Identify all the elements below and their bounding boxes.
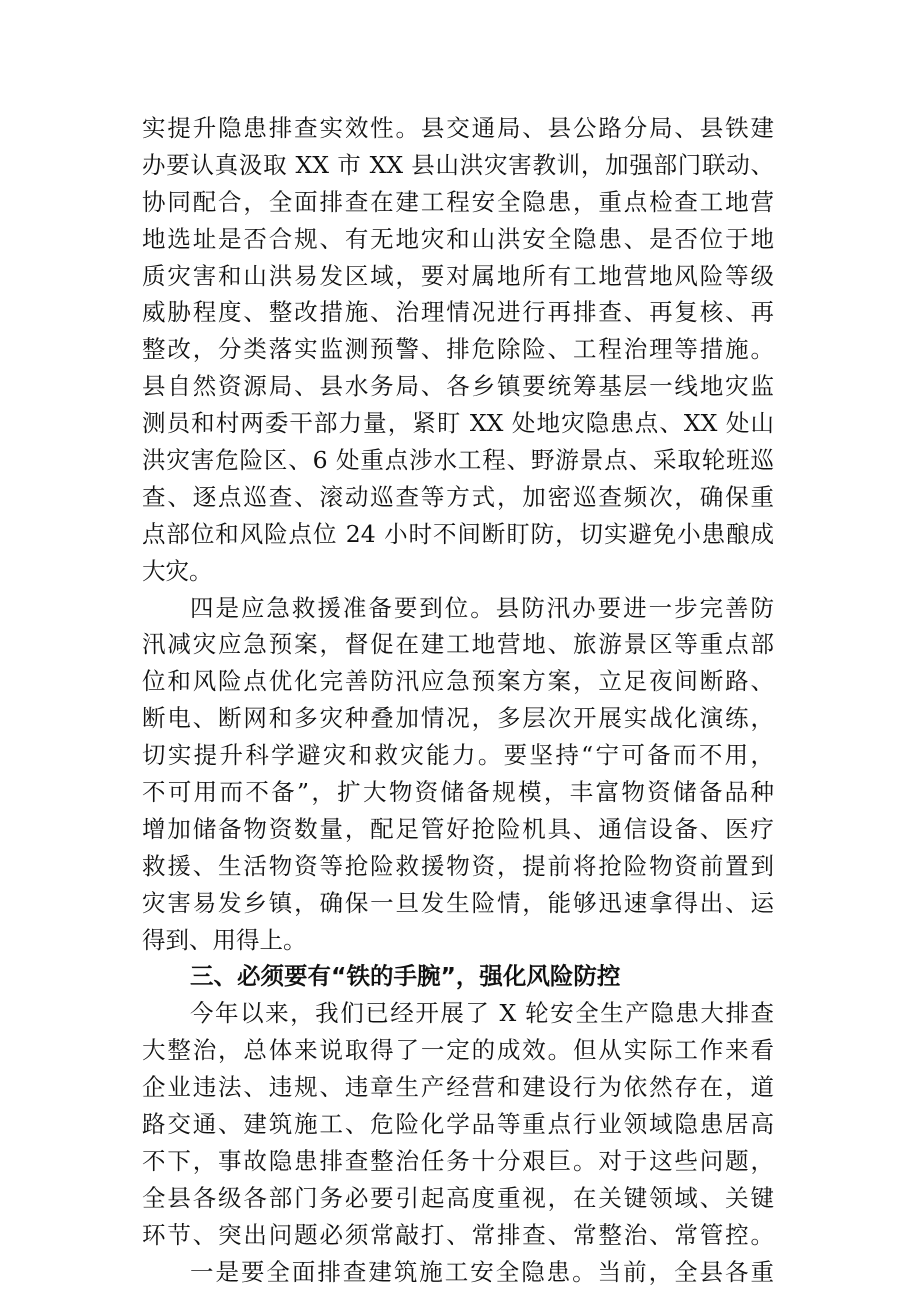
paragraph-start-line: 今年以来，我们已经开展了 X 轮安全生产隐患大排查 [190,999,774,1028]
text-line: 全县各级各部门务必要引起高度重视，在关键领域、关键 [142,1183,774,1212]
text-line: 路交通、建筑施工、危险化学品等重点行业领域隐患居高 [142,1110,774,1139]
text-line: 环节、突出问题必须常敲打、常排查、常整治、常管控。 [142,1220,774,1249]
text-line: 大灾。 [142,556,213,585]
text-line: 协同配合，全面排查在建工程安全隐患，重点检查工地营 [142,187,774,216]
text-line: 洪灾害危险区、6 处重点涉水工程、野游景点、采取轮班巡 [142,446,774,475]
text-line: 得到、用得上。 [142,925,307,954]
text-line: 办要认真汲取 XX 市 XX 县山洪灾害教训，加强部门联动、 [142,150,774,179]
paragraph-start-line: 四是应急救援准备要到位。县防汛办要进一步完善防 [190,593,774,622]
text-line: 实提升隐患排查实效性。县交通局、县公路分局、县铁建 [142,114,774,142]
text-line: 企业违法、违规、违章生产经营和建设行为依然存在，道 [142,1073,774,1102]
text-line: 县自然资源局、县水务局、各乡镇要统筹基层一线地灾监 [142,372,774,401]
section-heading: 三、必须要有“铁的手腕”，强化风险防控 [190,962,621,991]
text-line: 增加储备物资数量，配足管好抢险机具、通信设备、医疗 [142,814,774,843]
text-line: 质灾害和山洪易发区域，要对属地所有工地营地风险等级 [142,261,774,290]
text-line: 断电、断网和多灾种叠加情况，多层次开展实战化演练， [142,704,774,733]
text-line: 查、逐点巡查、滚动巡查等方式，加密巡查频次，确保重 [142,482,774,511]
paragraph-start-line: 一是要全面排查建筑施工安全隐患。当前，全县各重 [190,1257,774,1286]
document-body [142,110,774,1291]
text-line: 汛减灾应急预案，督促在建工地营地、旅游景区等重点部 [142,630,774,659]
text-line: 切实提升科学避灾和救灾能力。要坚持“宁可备而不用， [142,741,774,770]
text-line: 救援、生活物资等抢险救援物资，提前将抢险物资前置到 [142,851,774,880]
text-line: 威胁程度、整改措施、治理情况进行再排查、再复核、再 [142,298,774,327]
text-line: 位和风险点优化完善防汛应急预案方案，立足夜间断路、 [142,667,774,696]
text-line: 大整治，总体来说取得了一定的成效。但从实际工作来看 [142,1036,774,1065]
text-line: 点部位和风险点位 24 小时不间断盯防，切实避免小患酿成 [142,519,774,548]
text-line: 灾害易发乡镇，确保一旦发生险情，能够迅速拿得出、运 [142,888,774,917]
text-line: 整改，分类落实监测预警、排危除险、工程治理等措施。 [142,335,774,364]
text-line: 不可用而不备”，扩大物资储备规模，丰富物资储备品种 [142,778,774,807]
text-line: 地选址是否合规、有无地灾和山洪安全隐患、是否位于地 [142,224,774,253]
text-line: 不下，事故隐患排查整治任务十分艰巨。对于这些问题， [142,1146,774,1175]
text-line: 测员和村两委干部力量，紧盯 XX 处地灾隐患点、XX 处山 [142,409,774,438]
